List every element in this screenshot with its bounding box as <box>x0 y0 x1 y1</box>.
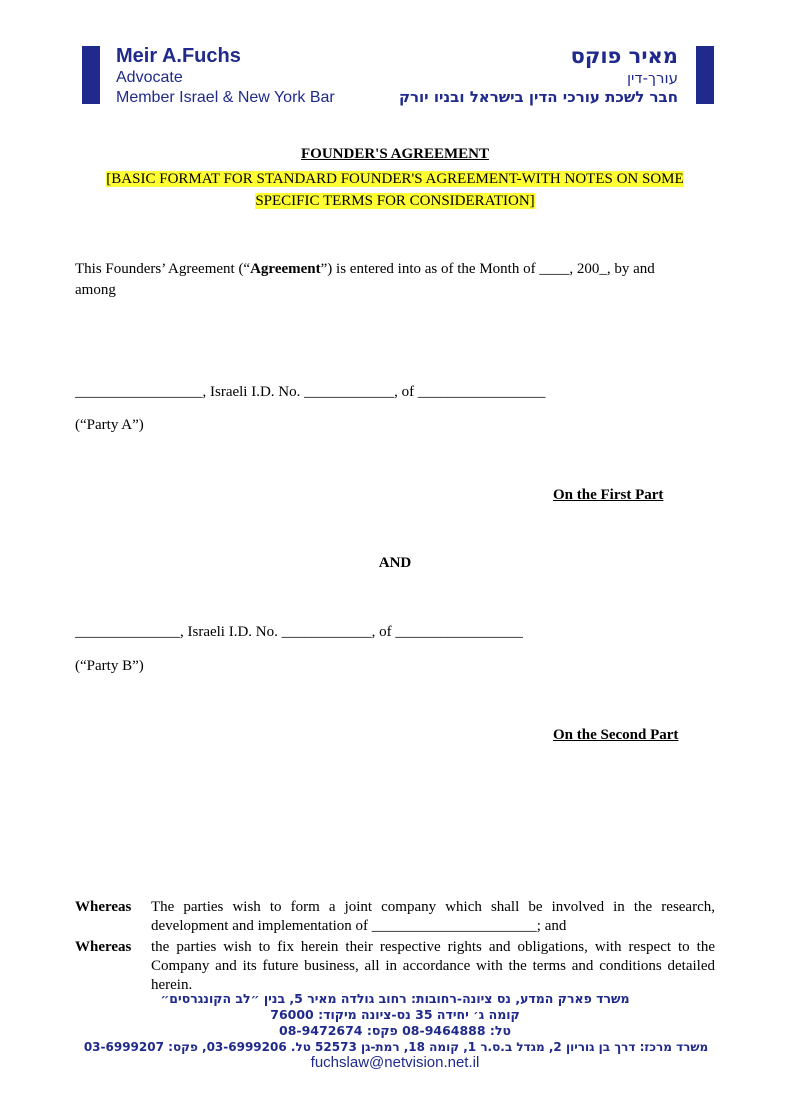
footer-address-1: משרד פארק המדע, נס ציונה-רחובות: רחוב גולדה מאיר 5, בנין ״לב הקונגרסים״ <box>160 991 630 1006</box>
footer-email-link[interactable]: fuchslaw@netvision.net.il <box>310 1054 480 1071</box>
whereas-clause-1: The parties wish to form a joint company which shall be involved in the research, development and implementation of ______________________; and <box>151 899 715 934</box>
document-subtitle <box>60 168 730 212</box>
letterhead-name-en: Meir A.Fuchs <box>116 45 241 67</box>
letterhead-member-he: חבר לשכת עורכי הדין בישראל ובניו יורק <box>398 88 678 106</box>
letterhead-bar-right <box>696 46 714 104</box>
first-part-label: On the First Part <box>553 487 664 503</box>
intro-pre: This Founders’ Agreement (“ <box>75 261 251 277</box>
intro-defined-term: Agreement <box>250 261 321 277</box>
letterhead-member-en: Member Israel & New York Bar <box>116 89 335 106</box>
whereas-clause-2: the parties wish to fix herein their respective rights and obligations, with respect to the Company and its future business, all in accordance with the terms and conditions detailed herein. <box>151 939 715 993</box>
subtitle-line-1: [BASIC FORMAT FOR STANDARD FOUNDER'S AGREEMENT-WITH NOTES ON SOME <box>106 171 684 187</box>
letterhead-bar-left <box>82 46 100 104</box>
second-part-label: On the Second Part <box>553 727 679 743</box>
letterhead-title-he: עורך-דין <box>626 69 678 87</box>
footer-central-office: משרד מרכז: דרך בן גוריון 2, מגדל ב.ס.ר 1, קומה 18, רמת-גן 52573 טל. 03-6999206, פקס: 03-6999207 <box>83 1040 709 1054</box>
whereas-label-1: Whereas <box>75 899 132 915</box>
intro-post: ”) is entered into as of the Month of ____, 200_, by and <box>320 261 655 277</box>
intro-line-2: among <box>75 282 116 298</box>
letterhead-title-en: Advocate <box>116 69 183 86</box>
party-a-line: _________________, Israeli I.D. No. ____________, of _________________ <box>75 384 546 400</box>
party-a-label: (“Party A”) <box>75 417 144 433</box>
party-b-line: ______________, Israeli I.D. No. ____________, of _________________ <box>75 624 523 640</box>
footer-phone-fax: טל: 08-9464888 פקס: 08-9472674 <box>279 1023 511 1038</box>
whereas-label-2: Whereas <box>75 939 132 955</box>
document-title: FOUNDER'S AGREEMENT <box>301 146 489 162</box>
subtitle-line-2: SPECIFIC TERMS FOR CONSIDERATION] <box>255 193 535 209</box>
and-separator: AND <box>378 555 412 571</box>
letterhead-name-he: מאיר פוקס <box>570 44 678 68</box>
intro-paragraph <box>75 259 715 301</box>
footer-address-2: קומה ג׳ יחידה 35 נס-ציונה מיקוד: 76000 <box>270 1007 520 1022</box>
party-b-label: (“Party B”) <box>75 658 144 674</box>
